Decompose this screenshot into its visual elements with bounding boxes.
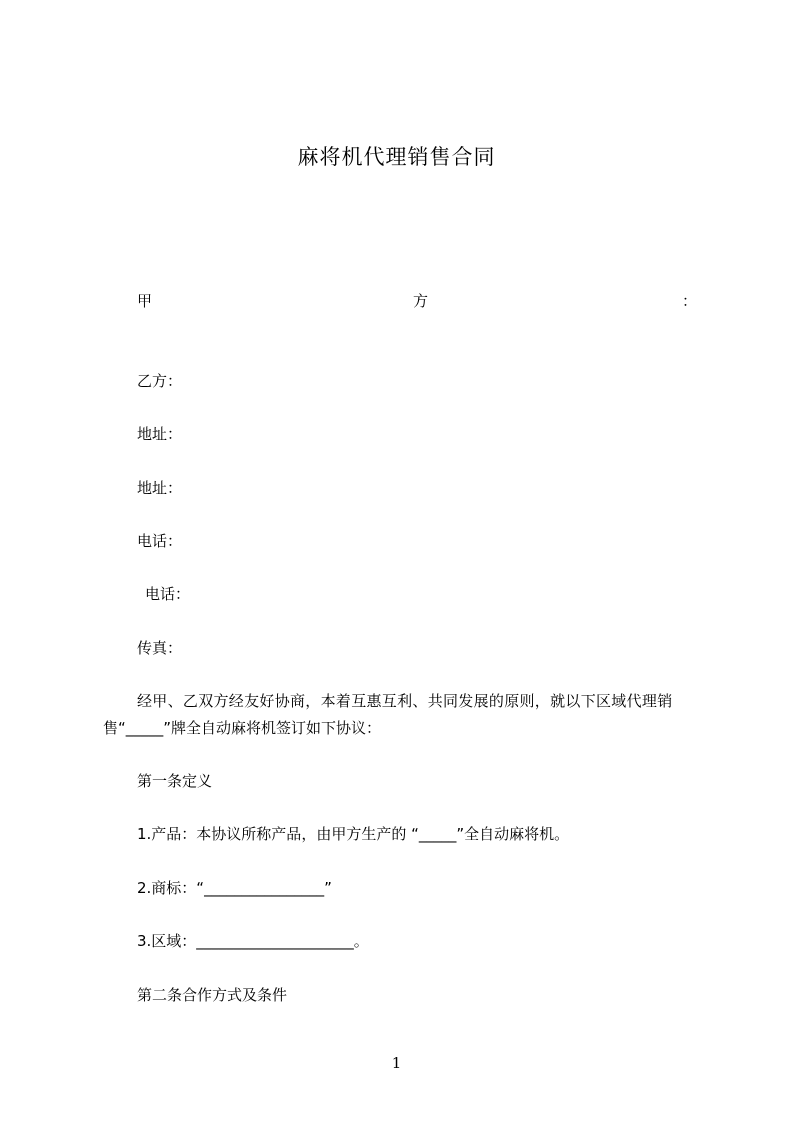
article1-heading: 第一条定义 bbox=[137, 772, 213, 790]
fax-label: 传真： bbox=[137, 639, 183, 657]
article1-item2: 2.商标：“________________” bbox=[137, 879, 332, 897]
address-label-1: 地址： bbox=[137, 425, 183, 443]
article1-item1: 1.产品：本协议所称产品，由甲方生产的 “_____”全自动麻将机。 bbox=[137, 825, 570, 843]
phone-label-2: 电话： bbox=[145, 585, 191, 603]
page-number: 1 bbox=[391, 1054, 402, 1072]
party-a-line bbox=[137, 290, 698, 312]
intro-line-1: 经甲、乙双方经友好协商，本着互惠互利、共同发展的原则，就以下区域代理销 bbox=[137, 692, 673, 710]
party-a-char2: 方 bbox=[413, 292, 429, 310]
phone-label-1: 电话： bbox=[137, 532, 183, 550]
party-b-label: 乙方： bbox=[137, 372, 183, 390]
intro-line-2: 售“_____”牌全自动麻将机签订如下协议： bbox=[103, 719, 382, 737]
party-a-char1: 甲 bbox=[137, 292, 153, 310]
party-a-colon: ： bbox=[682, 292, 698, 310]
page-title: 麻将机代理销售合同 bbox=[297, 145, 496, 169]
article1-item3: 3.区域：_____________________。 bbox=[137, 932, 369, 950]
address-label-2: 地址： bbox=[137, 479, 183, 497]
article2-heading: 第二条合作方式及条件 bbox=[137, 986, 288, 1004]
